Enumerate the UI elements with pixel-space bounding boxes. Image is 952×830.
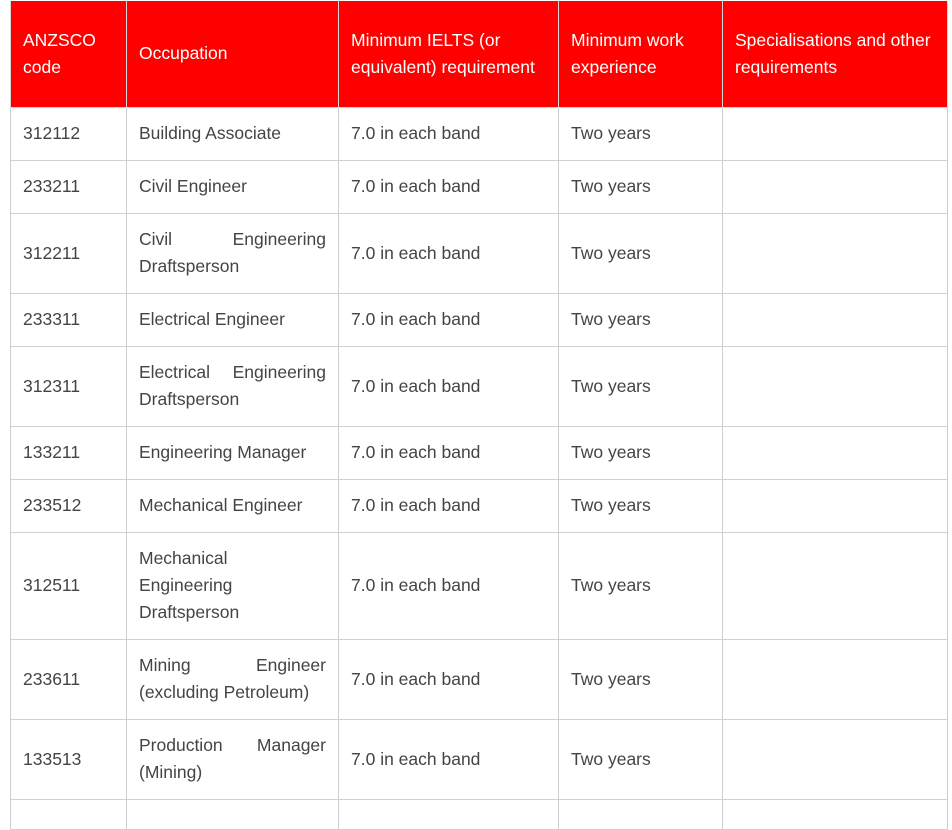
- occupation-table: [10, 1, 948, 830]
- header-minimum-work-experience: Minimum work experience: [559, 1, 723, 107]
- cell-code: 233211: [11, 160, 127, 213]
- cell-occupation: Mining Engineer (excluding Petroleum): [127, 639, 339, 719]
- cell-specialisations: [723, 293, 948, 346]
- cell-occupation: Mechanical Engineering Draftsperson: [127, 532, 339, 639]
- cell-code: 233512: [11, 479, 127, 532]
- cell-code: [11, 799, 127, 829]
- cell-experience: Two years: [559, 639, 723, 719]
- cell-occupation: Civil Engineer: [127, 160, 339, 213]
- table-row: [11, 107, 948, 160]
- cell-experience: Two years: [559, 160, 723, 213]
- cell-ielts: 7.0 in each band: [339, 160, 559, 213]
- cell-occupation: Production Manager (Mining): [127, 719, 339, 799]
- cell-specialisations: [723, 213, 948, 293]
- table-row: [11, 639, 948, 719]
- cell-specialisations: [723, 107, 948, 160]
- cell-code: 233311: [11, 293, 127, 346]
- cell-code: 312511: [11, 532, 127, 639]
- cell-experience: Two years: [559, 719, 723, 799]
- cell-experience: Two years: [559, 293, 723, 346]
- cell-experience: Two years: [559, 426, 723, 479]
- table-row: [11, 479, 948, 532]
- cell-ielts: 7.0 in each band: [339, 532, 559, 639]
- table-row-partial: [11, 799, 948, 829]
- table-row: [11, 532, 948, 639]
- cell-occupation: Civil Engineering Draftsperson: [127, 213, 339, 293]
- cell-ielts: 7.0 in each band: [339, 426, 559, 479]
- cell-experience: Two years: [559, 479, 723, 532]
- cell-specialisations: [723, 799, 948, 829]
- cell-code: 312112: [11, 107, 127, 160]
- table-row: [11, 719, 948, 799]
- cell-specialisations: [723, 426, 948, 479]
- table-row: [11, 160, 948, 213]
- cell-code: 312211: [11, 213, 127, 293]
- cell-experience: Two years: [559, 213, 723, 293]
- cell-experience: Two years: [559, 107, 723, 160]
- cell-code: 133513: [11, 719, 127, 799]
- table-header-row: [11, 1, 948, 107]
- cell-specialisations: [723, 346, 948, 426]
- header-minimum-ielts: Minimum IELTS (or equivalent) requirement: [339, 1, 559, 107]
- cell-experience: Two years: [559, 532, 723, 639]
- cell-occupation: Electrical Engineering Draftsperson: [127, 346, 339, 426]
- cell-ielts: 7.0 in each band: [339, 719, 559, 799]
- cell-specialisations: [723, 719, 948, 799]
- cell-specialisations: [723, 532, 948, 639]
- cell-code: 233611: [11, 639, 127, 719]
- cell-ielts: 7.0 in each band: [339, 213, 559, 293]
- cell-occupation: [127, 799, 339, 829]
- cell-occupation: Mechanical Engineer: [127, 479, 339, 532]
- table-row: [11, 346, 948, 426]
- header-specialisations: Specialisations and other requirements: [723, 1, 948, 107]
- header-occupation: Occupation: [127, 1, 339, 107]
- cell-specialisations: [723, 160, 948, 213]
- cell-ielts: 7.0 in each band: [339, 293, 559, 346]
- cell-ielts: 7.0 in each band: [339, 346, 559, 426]
- cell-code: 133211: [11, 426, 127, 479]
- header-anzsco-code: ANZSCO code: [11, 1, 127, 107]
- table-row: [11, 293, 948, 346]
- table-row: [11, 426, 948, 479]
- table-row: [11, 213, 948, 293]
- cell-specialisations: [723, 479, 948, 532]
- cell-ielts: 7.0 in each band: [339, 639, 559, 719]
- cell-experience: [559, 799, 723, 829]
- cell-occupation: Electrical Engineer: [127, 293, 339, 346]
- cell-ielts: 7.0 in each band: [339, 107, 559, 160]
- cell-ielts: [339, 799, 559, 829]
- cell-experience: Two years: [559, 346, 723, 426]
- cell-ielts: 7.0 in each band: [339, 479, 559, 532]
- cell-specialisations: [723, 639, 948, 719]
- cell-occupation: Building Associate: [127, 107, 339, 160]
- cell-code: 312311: [11, 346, 127, 426]
- cell-occupation: Engineering Manager: [127, 426, 339, 479]
